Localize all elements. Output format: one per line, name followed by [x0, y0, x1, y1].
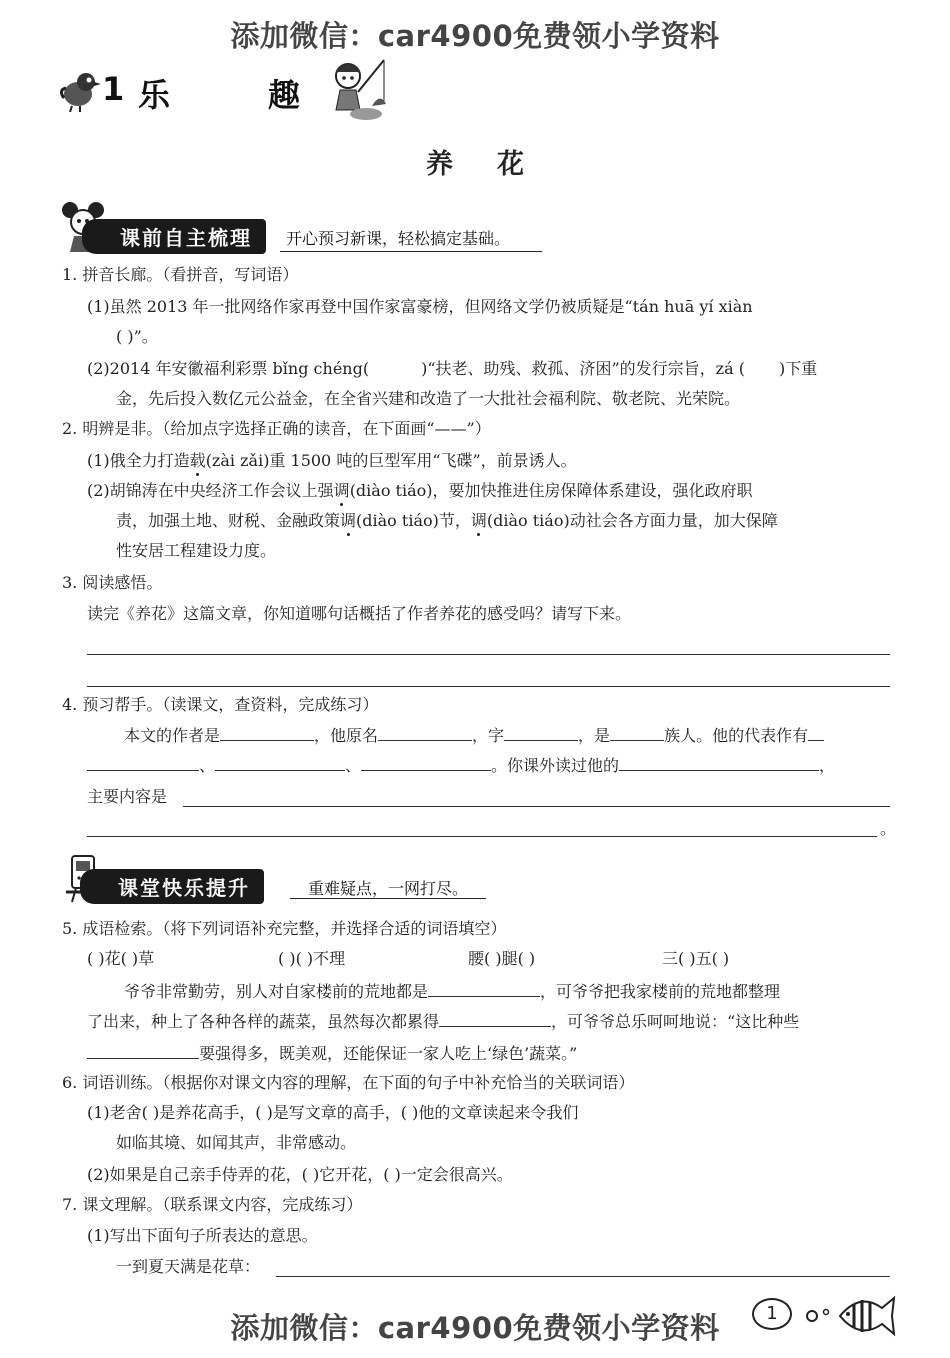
lesson-title: 养花 [426, 149, 568, 180]
q6-part1-line1: (1)老舍( )是养花高手，( )是写文章的高手，( )他的文章读起来令我们 [87, 1103, 579, 1122]
bird-mascot-icon [58, 68, 102, 112]
question-6-title: 6. 词语训练。（根据你对课文内容的理解，在下面的句子中补充恰当的关联词语） [62, 1073, 635, 1092]
divider [290, 898, 486, 899]
question-4-title: 4. 预习帮手。（读课文，查资料，完成练习） [62, 695, 379, 714]
section-banner-preview: 课前自主梳理 [82, 219, 266, 254]
q4-line3: 主要内容是 [87, 787, 168, 806]
q4-line2: 、 、 。你课外读过他的 ， [87, 754, 835, 777]
fill-blank[interactable] [87, 754, 199, 771]
question-1-title: 1. 拼音长廊。（看拼音，写词语） [62, 265, 299, 284]
answer-line[interactable] [276, 1276, 890, 1277]
answer-line[interactable] [87, 686, 890, 687]
answer-line[interactable] [183, 806, 890, 807]
q4-line1: 本文的作者是 ，他原名 ，字 ，是 族人。他的代表作有 [124, 724, 824, 747]
fill-blank[interactable] [439, 1010, 551, 1027]
answer-line[interactable] [87, 654, 890, 655]
fill-blank[interactable] [808, 724, 824, 741]
q5-idiom-3: 腰( )腿( ) [468, 949, 536, 968]
q1-part1-line2: ( )”。 [116, 327, 158, 346]
q4-line4-end: 。 [880, 819, 897, 838]
question-2-title: 2. 明辨是非。（给加点字选择正确的读音，在下面画“——”） [62, 419, 491, 438]
fill-blank[interactable] [504, 724, 578, 741]
page-number: 1 [752, 1298, 792, 1330]
answer-line[interactable] [87, 836, 877, 837]
question-5-title: 5. 成语检索。（将下列词语补充完整，并选择合适的词语填空） [62, 919, 507, 938]
q5-para-line2: 了出来，种上了各种各样的蔬菜，虽然每次都累得 ，可爷爷总乐呵呵地说：“这比种些 [87, 1012, 800, 1031]
fill-blank[interactable] [428, 980, 540, 997]
q7-part1: (1)写出下面句子所表达的意思。 [87, 1226, 318, 1245]
q5-para-line1: 爷爷非常勤劳，别人对自家楼前的荒地都是 ，可爷爷把我家楼前的荒地都整理 [124, 982, 781, 1001]
fill-blank[interactable] [215, 754, 345, 771]
fill-blank[interactable] [378, 724, 472, 741]
question-3-title: 3. 阅读感悟。 [62, 573, 163, 592]
section-banner-class: 课堂快乐提升 [80, 869, 264, 904]
q6-part2: (2)如果是自己亲手侍弄的花，( )它开花，( )一定会很高兴。 [87, 1165, 513, 1184]
q1-part2-line1: (2)2014 年安徽福利彩票 bǐng chéng( )“扶老、助残、救孤、济困”的发行宗旨，zá ( )下重 [87, 359, 818, 378]
question-7-title: 7. 课文理解。（联系课文内容，完成练习） [62, 1195, 363, 1214]
section-subtitle-class: 重难疑点，一网打尽。 [308, 879, 469, 898]
unit-number: 1 [102, 70, 125, 108]
unit-title-a: 乐 [138, 76, 171, 114]
q3-prompt: 读完《养花》这篇文章，你知道哪句话概括了作者养花的感受吗？请写下来。 [87, 604, 632, 623]
unit-title-b: 趣 [268, 76, 301, 114]
fill-blank[interactable] [619, 754, 819, 771]
q1-part2-line2: 金，先后投入数亿元公益金，在全省兴建和改造了一大批社会福利院、敬老院、光荣院。 [116, 389, 741, 408]
fill-blank[interactable] [610, 724, 664, 741]
fill-blank[interactable] [220, 724, 314, 741]
watermark-bottom: 添加微信：car4900免费领小学资料 [230, 1311, 720, 1345]
q2-part2-line1: (2)胡锦涛在中央经济工作会议上强调(diào tiáo)，要加快推进住房保障体系建设，强化政府职 [87, 481, 753, 500]
q2-part2-line3: 性安居工程建设力度。 [116, 541, 277, 560]
fill-blank[interactable] [361, 754, 491, 771]
q2-part1: (1)俄全力打造载(zài zǎi)重 1500 吨的巨型军用“飞碟”，前景诱人。 [87, 451, 577, 470]
q5-idiom-1: ( )花( )草 [87, 949, 155, 968]
section-subtitle-preview: 开心预习新课，轻松搞定基础。 [286, 229, 511, 248]
q6-part1-line2: 如临其境、如闻其声，非常感动。 [116, 1133, 357, 1152]
q2-part2-line2: 责，加强土地、财税、金融政策调(diào tiáo)节，调(diào tiáo)动社会各方面力量，加大保障 [116, 511, 778, 530]
fish-decoration-icon [800, 1290, 896, 1342]
fishing-kid-mascot-icon [322, 52, 388, 124]
q7-sentence: 一到夏天满是花草： [116, 1257, 261, 1276]
q1-part1-line1: (1)虽然 2013 年一批网络作家再登中国作家富豪榜，但网络文学仍被质疑是“tán huā yí xiàn [87, 297, 753, 316]
watermark-top: 添加微信：car4900免费领小学资料 [230, 19, 720, 53]
q5-idiom-4: 三( )五( ) [662, 949, 730, 968]
q5-idiom-2: ( )( )不理 [278, 949, 346, 968]
divider [280, 251, 542, 252]
fill-blank[interactable] [87, 1042, 199, 1059]
q5-para-line3: 要强得多，既美观，还能保证一家人吃上‘绿色’蔬菜。” [87, 1042, 577, 1065]
